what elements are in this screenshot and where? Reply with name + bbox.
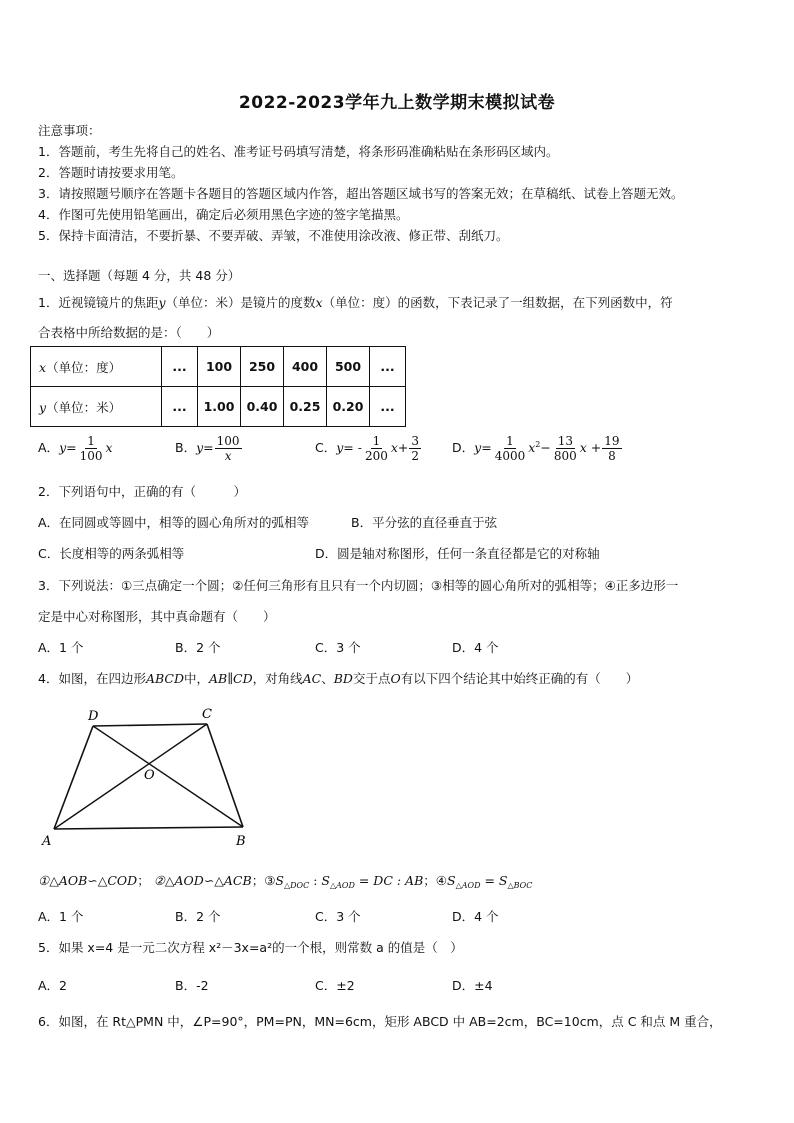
table-cell: 0.20	[327, 387, 370, 427]
q1-data-table	[30, 346, 406, 427]
fraction: $\frac{1}{4000}$	[494, 434, 526, 463]
table-cell: 400	[284, 347, 327, 387]
fraction: $\frac{1}{100}$	[79, 434, 103, 463]
table-cell: ...	[370, 387, 406, 427]
q3-option-d[interactable]: D．4 个	[452, 640, 499, 655]
diagonal-bd	[93, 726, 243, 827]
q4-conclusions: ①△AOB∽△COD； ②△AOD∽△ACB；$③S_{\triangle DOC}$ : $S_{\triangle AOD}$ = DC : AB；$④S_{\triangle AOD} = S_{\triangle BOC}$	[38, 873, 533, 890]
label-a: A	[42, 834, 52, 849]
q3-option-c[interactable]: C．3 个	[315, 640, 361, 655]
q2-option-b[interactable]: B．平分弦的直径垂直于弦	[351, 515, 498, 530]
fraction: $\frac{19}{8}$	[604, 434, 620, 463]
fraction: $\frac{3}{2}$	[411, 434, 420, 463]
label-o: O	[144, 768, 155, 783]
notice-item: 2．答题时请按要求用笔。	[38, 165, 184, 180]
q4-option-b[interactable]: B．2 个	[175, 909, 221, 924]
q4-option-a[interactable]: A．1 个	[38, 909, 84, 924]
q1-option-c[interactable]: C．y= - $\frac{1}{200}$ x+ $\frac{3}{2}$	[315, 434, 420, 463]
page-title: 2022-2023学年九上数学期末模拟试卷	[238, 93, 556, 113]
q1-stem-line2: 合表格中所给数据的是：（ ）	[38, 325, 220, 340]
notice-heading: 注意事项：	[38, 123, 101, 138]
side-da	[54, 726, 93, 829]
table-cell: 500	[327, 347, 370, 387]
q6-stem: 6．如图，在 Rt△PMN 中，∠P=90°，PM=PN，MN=6cm，矩形 ABCD 中 AB=2cm，BC=10cm，点 C 和点 M 重合，	[38, 1014, 722, 1029]
q4-quadrilateral-figure	[40, 702, 270, 852]
table-cell: 100	[198, 347, 241, 387]
notice-item: 1．答题前，考生先将自己的姓名、准考证号码填写清楚，将条形码准确粘贴在条形码区域内。	[38, 144, 559, 159]
q3-option-b[interactable]: B．2 个	[175, 640, 221, 655]
side-bc	[207, 724, 243, 827]
q3-option-a[interactable]: A．1 个	[38, 640, 84, 655]
row-label-x: x（单位：度）	[31, 347, 162, 387]
table-cell: ...	[370, 347, 406, 387]
q1-option-b[interactable]: B．y= $\frac{100}{x}$	[175, 434, 240, 463]
section-heading: 一、选择题（每题 4 分，共 48 分）	[38, 268, 241, 283]
label-c: C	[202, 707, 212, 722]
notice-item: 4．作图可先使用铅笔画出，确定后必须用黑色字迹的签字笔描黑。	[38, 207, 409, 222]
label-b: B	[236, 834, 246, 849]
notice-item: 3．请按照题号顺序在答题卡各题目的答题区域内作答，超出答题区域书写的答案无效；在草稿纸、试卷上答题无效。	[38, 186, 684, 201]
q2-option-d[interactable]: D．圆是轴对称图形，任何一条直径都是它的对称轴	[315, 546, 600, 561]
table-row	[31, 387, 406, 427]
table-row	[31, 347, 406, 387]
q4-option-d[interactable]: D．4 个	[452, 909, 499, 924]
q5-option-d[interactable]: D．±4	[452, 978, 493, 993]
q5-option-a[interactable]: A．2	[38, 978, 68, 993]
q1-stem-line1: 1．近视镜镜片的焦距y（单位：米）是镜片的度数x（单位：度）的函数，下表记录了一组数据，在下列函数中，符	[38, 295, 673, 310]
fraction: $\frac{100}{x}$	[216, 434, 240, 463]
q3-stem-line1: 3．下列说法：①三点确定一个圆；②任何三角形有且只有一个内切圆；③相等的圆心角所对的弧相等；④正多边形一	[38, 578, 679, 593]
table-cell: ...	[162, 347, 198, 387]
side-ab	[54, 827, 243, 829]
q1-option-a[interactable]: A．y= $\frac{1}{100}$ x	[38, 434, 113, 463]
table-cell: 0.40	[241, 387, 284, 427]
q1-option-d[interactable]: D．y= $\frac{1}{4000}$ $x^2-$ $\frac{13}{800}$ x + $\frac{19}{8}$	[452, 434, 620, 463]
notice-item: 5．保持卡面清洁，不要折暴、不要弄破、弄皱，不准使用涂改液、修正带、刮纸刀。	[38, 228, 509, 243]
q2-option-a[interactable]: A．在同圆或等圆中，相等的圆心角所对的弧相等	[38, 515, 310, 530]
table-cell: 0.25	[284, 387, 327, 427]
q2-stem: 2．下列语句中，正确的有（ ）	[38, 484, 246, 499]
table-cell: 1.00	[198, 387, 241, 427]
side-cd	[93, 724, 207, 726]
q3-stem-line2: 定是中心对称图形，其中真命题有（ ）	[38, 609, 276, 624]
q4-stem: 4．如图，在四边形ABCD中，AB∥CD，对角线AC、BD交于点O有以下四个结论其中始终正确的有（ ）	[38, 671, 639, 686]
q2-option-c[interactable]: C．长度相等的两条弧相等	[38, 546, 185, 561]
row-label-y: y（单位：米）	[31, 387, 162, 427]
fraction: $\frac{1}{200}$	[364, 434, 388, 463]
table-cell: 250	[241, 347, 284, 387]
q5-stem: 5．如果 x=4 是一元二次方程 x²－3x=a²的一个根，则常数 a 的值是（ ）	[38, 940, 463, 955]
table-cell: ...	[162, 387, 198, 427]
label-d: D	[88, 709, 99, 724]
diagonal-ac	[54, 724, 207, 829]
q5-option-b[interactable]: B．-2	[175, 978, 209, 993]
q4-option-c[interactable]: C．3 个	[315, 909, 361, 924]
q5-option-c[interactable]: C．±2	[315, 978, 355, 993]
fraction: $\frac{13}{800}$	[553, 434, 577, 463]
